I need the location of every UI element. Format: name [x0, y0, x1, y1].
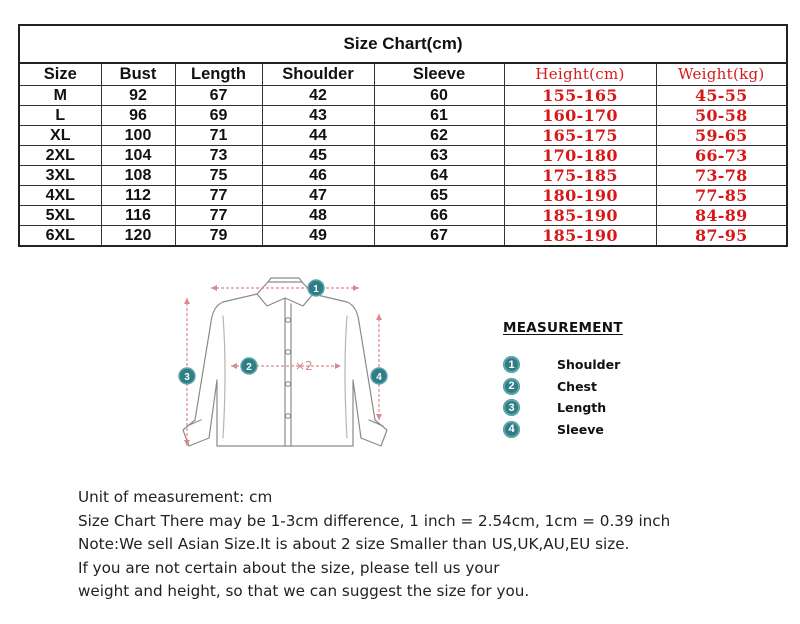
cell-size: 2XL: [19, 146, 101, 166]
cell-weight: 84-89: [656, 206, 787, 226]
cell-sleeve: 64: [374, 166, 504, 186]
table-title: Size Chart(cm): [19, 25, 787, 63]
cell-length: 69: [175, 106, 262, 126]
cell-size: 5XL: [19, 206, 101, 226]
header-weight: Weight(kg): [656, 63, 787, 86]
legend-label: Sleeve: [557, 421, 604, 437]
cell-shoulder: 48: [262, 206, 374, 226]
svg-text:1: 1: [313, 284, 319, 295]
shirt-outline: [183, 278, 387, 446]
table-row: [19, 226, 787, 247]
cell-weight: 45-55: [656, 86, 787, 106]
cell-bust: 96: [101, 106, 175, 126]
cell-shoulder: 42: [262, 86, 374, 106]
measurement-legend: [500, 320, 720, 440]
cell-weight: 73-78: [656, 166, 787, 186]
cell-bust: 120: [101, 226, 175, 247]
measurement-title: MEASUREMENT: [503, 320, 623, 336]
cell-weight: 77-85: [656, 186, 787, 206]
header-length: Length: [175, 63, 262, 86]
cell-shoulder: 43: [262, 106, 374, 126]
cell-length: 67: [175, 86, 262, 106]
size-notes: [78, 486, 670, 604]
table-row: [19, 86, 787, 106]
cell-bust: 112: [101, 186, 175, 206]
cell-height: 185-190: [504, 206, 656, 226]
cell-shoulder: 46: [262, 166, 374, 186]
size-chart-table: [18, 24, 788, 247]
cell-height: 175-185: [504, 166, 656, 186]
legend-item-sleeve: [500, 419, 720, 441]
cell-height: 170-180: [504, 146, 656, 166]
cell-length: 77: [175, 186, 262, 206]
cell-size: 6XL: [19, 226, 101, 247]
cell-sleeve: 62: [374, 126, 504, 146]
header-height: Height(cm): [504, 63, 656, 86]
cell-height: 160-170: [504, 106, 656, 126]
buttons: [286, 318, 291, 419]
legend-number: 2: [503, 378, 520, 395]
legend-label: Shoulder: [557, 357, 621, 373]
marker-4: [371, 368, 387, 384]
cell-shoulder: 47: [262, 186, 374, 206]
legend-number: 1: [503, 356, 520, 373]
legend-number: 4: [503, 421, 520, 438]
cell-length: 79: [175, 226, 262, 247]
cell-size: L: [19, 106, 101, 126]
cell-height: 155-165: [504, 86, 656, 106]
legend-item-length: [500, 397, 720, 419]
cell-height: 165-175: [504, 126, 656, 146]
table-header-row: [19, 63, 787, 86]
cell-weight: 59-65: [656, 126, 787, 146]
cell-sleeve: 67: [374, 226, 504, 247]
cell-bust: 92: [101, 86, 175, 106]
cell-length: 73: [175, 146, 262, 166]
svg-text:4: 4: [376, 372, 382, 383]
marker-1: [308, 280, 324, 296]
cell-height: 185-190: [504, 226, 656, 247]
table-row: [19, 126, 787, 146]
note-line: If you are not certain about the size, please tell us your: [78, 558, 500, 577]
header-size: Size: [19, 63, 101, 86]
note-line: Size Chart There may be 1-3cm difference, 1 inch = 2.54cm, 1cm = 0.39 inch: [78, 511, 671, 530]
legend-item-shoulder: [500, 354, 720, 376]
cell-bust: 108: [101, 166, 175, 186]
note-line: weight and height, so that we can suggest the size for you.: [78, 582, 530, 601]
note-line: Note:We sell Asian Size.It is about 2 size Smaller than US,UK,AU,EU size.: [78, 535, 630, 554]
note-line: Unit of measurement: cm: [78, 488, 273, 506]
header-sleeve: Sleeve: [374, 63, 504, 86]
table-row: [19, 166, 787, 186]
cell-weight: 50-58: [656, 106, 787, 126]
cell-sleeve: 65: [374, 186, 504, 206]
cell-bust: 100: [101, 126, 175, 146]
header-bust: Bust: [101, 63, 175, 86]
cell-sleeve: 60: [374, 86, 504, 106]
cell-weight: 66-73: [656, 146, 787, 166]
cell-length: 77: [175, 206, 262, 226]
legend-number: 3: [503, 399, 520, 416]
cell-bust: 116: [101, 206, 175, 226]
legend-label: Length: [557, 400, 607, 416]
cell-sleeve: 61: [374, 106, 504, 126]
table-row: [19, 186, 787, 206]
cell-shoulder: 45: [262, 146, 374, 166]
cell-size: 3XL: [19, 166, 101, 186]
legend-item-chest: [500, 376, 720, 398]
svg-text:2: 2: [246, 362, 252, 373]
cell-shoulder: 44: [262, 126, 374, 146]
cell-sleeve: 63: [374, 146, 504, 166]
cell-size: M: [19, 86, 101, 106]
cell-length: 75: [175, 166, 262, 186]
header-shoulder: Shoulder: [262, 63, 374, 86]
marker-2: [241, 358, 257, 374]
legend-label: Chest: [557, 378, 597, 394]
table-row: [19, 206, 787, 226]
chest-multiplier: ×2: [295, 359, 313, 373]
cell-weight: 87-95: [656, 226, 787, 247]
marker-3: [179, 368, 195, 384]
table-row: [19, 146, 787, 166]
cell-sleeve: 66: [374, 206, 504, 226]
cell-size: 4XL: [19, 186, 101, 206]
cell-bust: 104: [101, 146, 175, 166]
cell-size: XL: [19, 126, 101, 146]
shirt-measurement-diagram: [165, 270, 410, 470]
cell-shoulder: 49: [262, 226, 374, 247]
cell-length: 71: [175, 126, 262, 146]
measurement-arrows: [187, 288, 379, 446]
cell-height: 180-190: [504, 186, 656, 206]
table-title-row: [19, 25, 787, 63]
svg-text:3: 3: [184, 372, 190, 383]
table-row: [19, 106, 787, 126]
